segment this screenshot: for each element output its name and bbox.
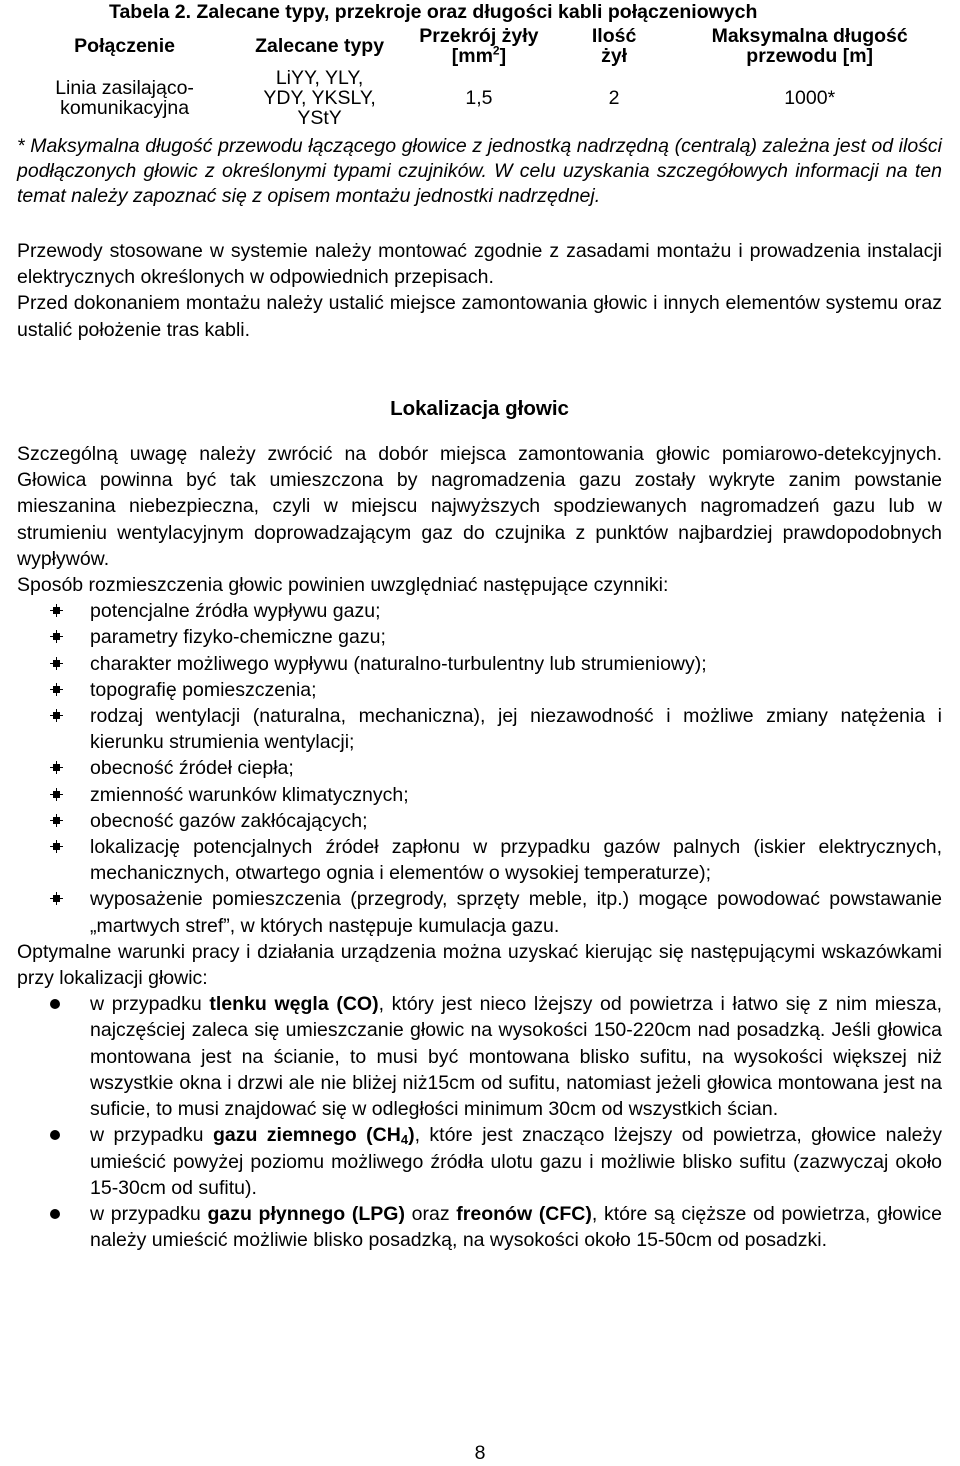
header-max-length-line1: Maksymalna długość [711, 25, 908, 47]
ch4-text-pre: w przypadku [90, 1124, 213, 1147]
lpg-text-mid: oraz [404, 1202, 457, 1225]
list-item-text: potencjalne źródła wypływu gazu; [90, 600, 381, 623]
cell-types-line1: LiYY, YLY, [275, 67, 364, 89]
header-cores-line1: Ilość [591, 25, 637, 47]
square-bullet-icon [53, 660, 60, 667]
list-item-text: charakter możliwego wypływu (naturalno-turbulentny lub strumieniowy); [90, 652, 707, 675]
square-bullet-icon [53, 843, 60, 850]
cell-connection-line1: Linia zasilająco- [55, 77, 194, 99]
list-item-text: zmienność warunków klimatycznych; [90, 783, 409, 806]
gas-guidelines-list [17, 991, 942, 1253]
ch4-text-sub: 4 [400, 1132, 409, 1148]
table-header-row [17, 24, 942, 68]
optimal-intro: Optymalne warunki pracy i działania urządzenia można uzyskać kierując się następującymi wskazówkami przy lokalizacji głowic: [17, 940, 942, 990]
square-bullet-icon [53, 791, 60, 798]
lpg-text-bold1: gazu płynnego (LPG) [207, 1202, 405, 1225]
cell-cross-section: 1,5 [465, 87, 493, 109]
ch4-text-post: , które jest znacząco lżejszy od powietrza, głowice należy umieścić powyżej poziomu możliwego źródła ulotu gazu i możliwie blisko sufitu (zazwyczaj około 15-30cm od sufitu). [90, 1124, 943, 1199]
cell-connection [17, 68, 232, 128]
header-cross-section-end: ] [499, 45, 507, 67]
list-item [17, 808, 942, 834]
list-item [17, 598, 942, 624]
ch4-text-bold: gazu ziemnego (CH [212, 1124, 401, 1147]
co-text-post: , który jest nieco lżejszy od powietrza i łatwo się z nim miesza, najczęściej zaleca się umieszczanie głowic na wysokości 150-220cm nad posadzką. Jeśli głowica montowana jest na ścianie, to musi być montowana blisko sufitu, na wysokości większej niż wszystkie okna i drzwi ale nie bliżej niż15cm od sufitu, natomiast jeżeli głowica montowana jest na suficie, to musi znajdować się w odległości minimum 30cm od wszystkich ścian. [90, 993, 942, 1121]
square-bullet-icon [53, 686, 60, 693]
lpg-text-post: , które są cięższe od powietrza, głowice należy umieścić możliwie blisko posadzką, na wysokości około 15-50cm od posadzki. [90, 1202, 943, 1252]
list-item-text: obecność źródeł ciepła; [90, 757, 294, 780]
table-caption: Tabela 2. Zalecane typy, przekroje oraz długości kabli połączeniowych [109, 1, 758, 23]
square-bullet-icon [53, 895, 60, 902]
list-item-text: wyposażenie pomieszczenia (przegrody, sprzęty meble, itp.) mogące powodować powstawanie „martwych stref”, w których następuje kumulacja gazu. [90, 888, 942, 937]
header-cross-section [407, 24, 551, 68]
square-bullet-icon [53, 817, 60, 824]
lpg-text-bold2: freonów (CFC) [456, 1202, 592, 1225]
round-bullet-icon [50, 1130, 60, 1140]
list-item-co [17, 991, 942, 1122]
list-item-text: lokalizację potencjalnych źródeł zapłonu w przypadku gazów palnych (iskier elektrycznych, mechanicznych, otwartego ognia i elementów o wysokiej temperaturze); [90, 836, 942, 885]
header-cross-section-sup: 2 [492, 43, 500, 58]
list-item-text: obecność gazów zakłócających; [90, 809, 368, 832]
cable-table [17, 24, 942, 128]
list-item-lpg [17, 1201, 942, 1253]
cell-types-line3: YStY [297, 107, 342, 129]
square-bullet-icon [53, 764, 60, 771]
header-types: Zalecane typy [255, 35, 385, 57]
cell-max-length: 1000* [784, 87, 836, 109]
factors-list [17, 598, 942, 939]
list-item [17, 834, 942, 886]
round-bullet-icon [50, 1209, 60, 1219]
list-item [17, 782, 942, 808]
table-row [17, 68, 942, 128]
header-cross-section-unit: [mm [451, 45, 493, 67]
header-cores-line2: żył [601, 45, 628, 67]
paragraph-cables: Przewody stosowane w systemie należy montować zgodnie z zasadami montażu i prowadzenia instalacji elektrycznych określonych w odpowiednich przepisach. [17, 240, 942, 289]
list-item-text: parametry fizyko-chemiczne gazu; [90, 626, 386, 649]
document-page [17, 0, 942, 1253]
list-item [17, 651, 942, 677]
round-bullet-icon [50, 999, 60, 1009]
paragraph-routes: Przed dokonaniem montażu należy ustalić miejsce zamontowania głowic i innych elementów systemu oraz ustalić położenie tras kabli. [17, 292, 942, 341]
factors-intro: Sposób rozmieszczenia głowic powinien uwzględniać następujące czynniki: [17, 574, 669, 597]
header-max-length-line2: przewodu [m] [746, 45, 874, 67]
list-item [17, 886, 942, 938]
square-bullet-icon [53, 712, 60, 719]
cell-cores: 2 [608, 87, 620, 109]
ch4-text-bold-end: ) [408, 1124, 415, 1147]
list-item-ch4 [17, 1122, 942, 1201]
list-item [17, 703, 942, 755]
header-cross-section-line1: Przekrój żyły [419, 25, 539, 47]
list-item-text: topografię pomieszczenia; [90, 678, 317, 701]
list-item [17, 755, 942, 781]
cell-connection-line2: komunikacyjna [60, 97, 190, 119]
lpg-text-pre: w przypadku [90, 1202, 208, 1225]
co-text-pre: w przypadku [90, 993, 210, 1016]
list-item [17, 677, 942, 703]
cell-types-line2: YDY, YKSLY, [263, 87, 376, 109]
square-bullet-icon [53, 607, 60, 614]
section-intro: Szczególną uwagę należy zwrócić na dobór miejsca zamontowania głowic pomiarowo-detekcyjnych. Głowica powinna być tak umieszczona by nagromadzenia gazu zostały wykryte zanim powstanie mieszanina niebezpieczna, czyli w miejscu najwyższych spodziewanych nagromadzeń gazu lub w strumieniu wentylacyjnym doprowadzającym gaz do czujnika z punktów najbardziej prawdopodobnych wypływów. [17, 443, 942, 570]
co-text-bold: tlenku węgla (CO) [209, 993, 379, 1016]
header-max-length [677, 24, 942, 68]
header-connection: Połączenie [74, 35, 175, 57]
cell-types [232, 68, 407, 128]
page-number: 8 [474, 1442, 486, 1464]
list-item [17, 624, 942, 650]
table-footnote: * Maksymalna długość przewodu łączącego głowice z jednostką nadrzędną (centralą) zależna jest od ilości podłączonych głowic z określonymi typami czujników. W celu uzyskania szczegółowych informacji na ten temat należy zapoznać się z opisem montażu jednostki nadrzędnej. [17, 135, 942, 207]
section-heading: Lokalizacja głowic [390, 396, 569, 420]
list-item-text: rodzaj wentylacji (naturalna, mechaniczna), jej niezawodność i możliwe zmiany natężenia i kierunku strumienia wentylacji; [90, 705, 942, 754]
header-cores [551, 24, 678, 68]
square-bullet-icon [53, 633, 60, 640]
